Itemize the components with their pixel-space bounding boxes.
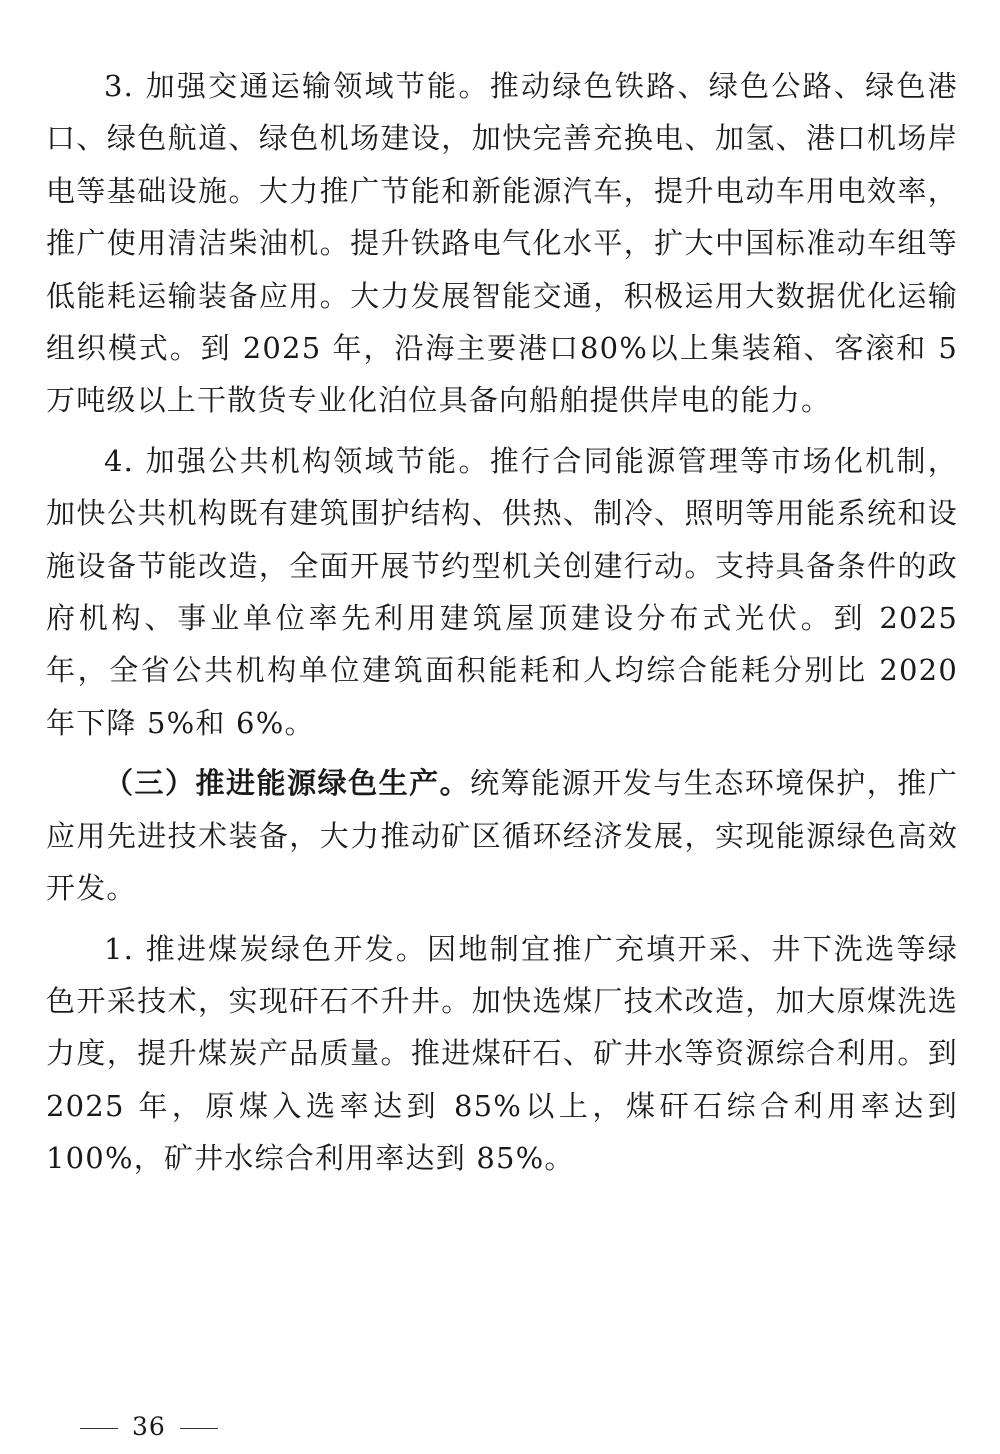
footer-dash-right <box>180 1428 218 1429</box>
paragraph-transport-energy-saving <box>46 60 958 427</box>
document-body <box>46 60 958 1185</box>
paragraph-text: 1. 推进煤炭绿色开发。因地制宜推广充填开采、井下洗选等绿色开采技术，实现矸石不升井。加快选煤厂技术改造，加大原煤洗选力度，提升煤炭产品质量。推进煤矸石、矿井水等资源综合利用。到 2025 年，原煤入选率达到 85%以上，煤矸石综合利用率达到 100%，矿井水综合利用率达到 85%。 <box>46 931 958 1176</box>
section-heading: （三）推进能源绿色生产。 <box>104 766 471 801</box>
paragraph-public-institution-energy-saving <box>46 435 958 749</box>
paragraph-text: 4. 加强公共机构领域节能。推行合同能源管理等市场化机制，加快公共机构既有建筑围护结构、供热、制冷、照明等用能系统和设施设备节能改造，全面开展节约型机关创建行动。支持具备条件的政府机构、事业单位率先利用建筑屋顶建设分布式光伏。到 2025 年，全省公共机构单位建筑面积能耗和人均综合能耗分别比 2020 年下降 5%和 6%。 <box>46 443 958 740</box>
paragraph-text: 3. 加强交通运输领域节能。推动绿色铁路、绿色公路、绿色港口、绿色航道、绿色机场建设，加快完善充换电、加氢、港口机场岸电等基础设施。大力推广节能和新能源汽车，提升电动车用电效率，推广使用清洁柴油机。提升铁路电气化水平，扩大中国标准动车组等低能耗运输装备应用。大力发展智能交通，积极运用大数据优化运输组织模式。到 2025 年，沿海主要港口80%以上集装箱、客滚和 5 万吨级以上干散货专业化泊位具备向船舶提供岸电的能力。 <box>46 69 958 418</box>
page-footer <box>66 1412 232 1441</box>
paragraph-coal-green-development <box>46 923 958 1185</box>
page-number: 36 <box>132 1412 166 1441</box>
paragraph-green-energy-production <box>46 757 958 914</box>
paragraph-text: 统筹能源开发与生态环境保护，推广应用先进技术装备，大力推动矿区循环经济发展，实现能源绿色高效开发。 <box>46 766 959 906</box>
footer-dash-left <box>80 1428 118 1429</box>
